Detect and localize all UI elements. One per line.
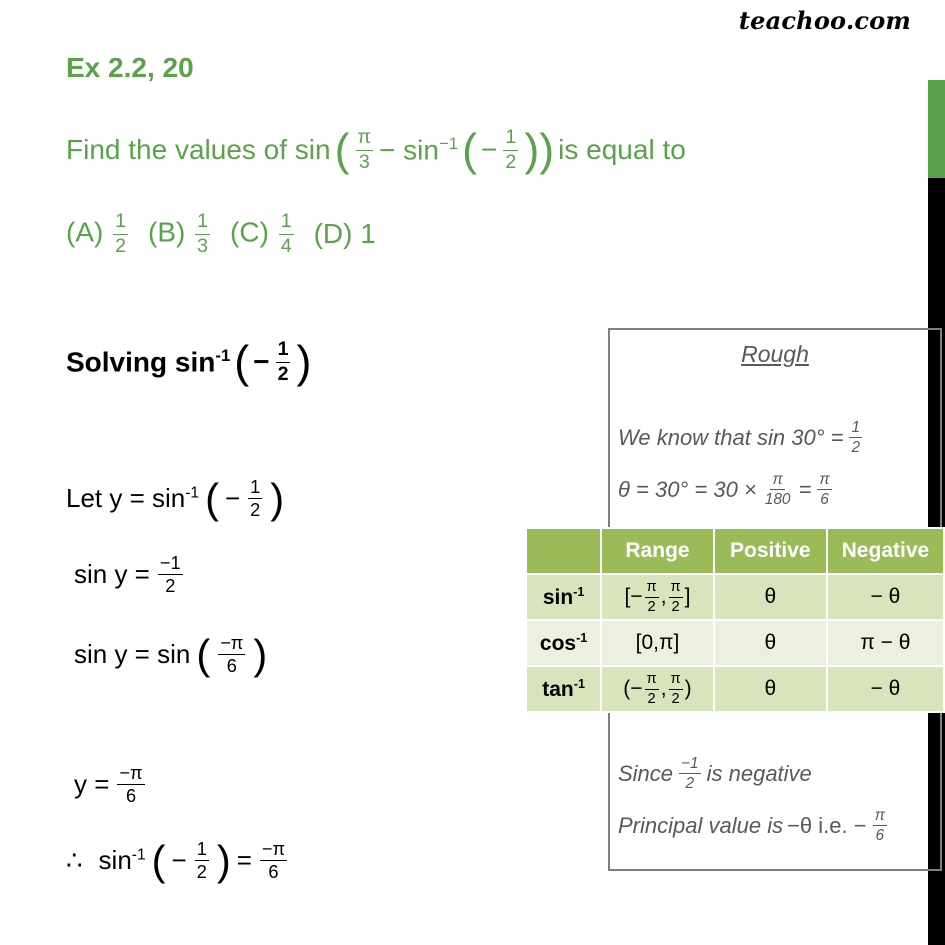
option-c[interactable]: (C) $\frac{1}{4}$ <box>230 210 292 257</box>
step-sin-y-sin: sin y = sin ( $\frac{-\pi}{6}$ ) <box>74 631 268 678</box>
table-header-row: Range Positive Negative <box>526 528 944 574</box>
rough-line-sin30: We know that sin 30° = $\frac{1}{2}$ <box>618 419 861 457</box>
rough-line-since: Since $\frac{-1}{2}$ is negative <box>618 755 812 793</box>
teachoo-logo[interactable]: teachoo.com <box>738 6 911 35</box>
table-row-sin: $\sin^{-1}$ [− $\frac{\pi}{2}$ , $\frac{\pi}{2}$ ] θ − θ <box>526 574 944 620</box>
inverse-trig-range-table <box>525 527 945 713</box>
solving-heading: Solving $\sin^{-1}$ ( − $\frac{1}{2}$ ) <box>66 337 312 387</box>
rough-line-theta: θ = 30° = 30 × $\frac{\pi}{180}$ = $\frac{\pi}{6}$ <box>618 471 830 509</box>
exercise-title: Ex 2.2, 20 <box>66 52 194 83</box>
answer-options <box>66 212 376 256</box>
step-let-y: Let $y = \sin^{-1}$ ( − $\frac{1}{2}$ ) <box>66 475 285 522</box>
option-b[interactable]: (B) $\frac{1}{3}$ <box>148 210 209 257</box>
rough-title: Rough <box>741 341 809 367</box>
option-d[interactable]: (D) 1 <box>313 218 376 250</box>
table-row-tan: $\tan^{-1}$ (− $\frac{\pi}{2}$ , $\frac{\pi}{2}$ ) θ − θ <box>526 666 944 712</box>
question-suffix: is equal to <box>558 134 686 166</box>
close-paren-double: )) <box>524 125 555 175</box>
fraction-pi-3: $\frac{\pi}{3}$ <box>357 126 372 173</box>
open-paren-inner: ( <box>462 125 478 175</box>
question-prefix: Find the values of sin <box>66 134 331 166</box>
minus-sign: − <box>481 134 498 166</box>
table-row-cos: $\cos^{-1}$ [0,π] θ π − θ <box>526 620 944 666</box>
step-y-value: y = $\frac{-\pi}{6}$ <box>74 763 143 807</box>
rough-line-principal: Principal value is −θ i.e. − $\frac{\pi}{6}$ <box>618 807 885 845</box>
step-conclusion: ∴ $\sin^{-1}$ ( − $\frac{1}{2}$ ) = $\frac{-\pi}{6}$ <box>66 837 286 884</box>
open-paren: ( <box>334 125 350 175</box>
scrollbar-top-gap <box>928 0 945 80</box>
question-text <box>66 125 686 175</box>
question-minus-sin: − $\sin^{-1}$ <box>379 134 459 166</box>
option-a[interactable]: (A) $\frac{1}{2}$ <box>66 210 127 257</box>
fraction-1-2: $\frac{1}{2}$ <box>505 126 517 173</box>
step-sin-y-value: sin y = $\frac{-1}{2}$ <box>74 553 181 597</box>
